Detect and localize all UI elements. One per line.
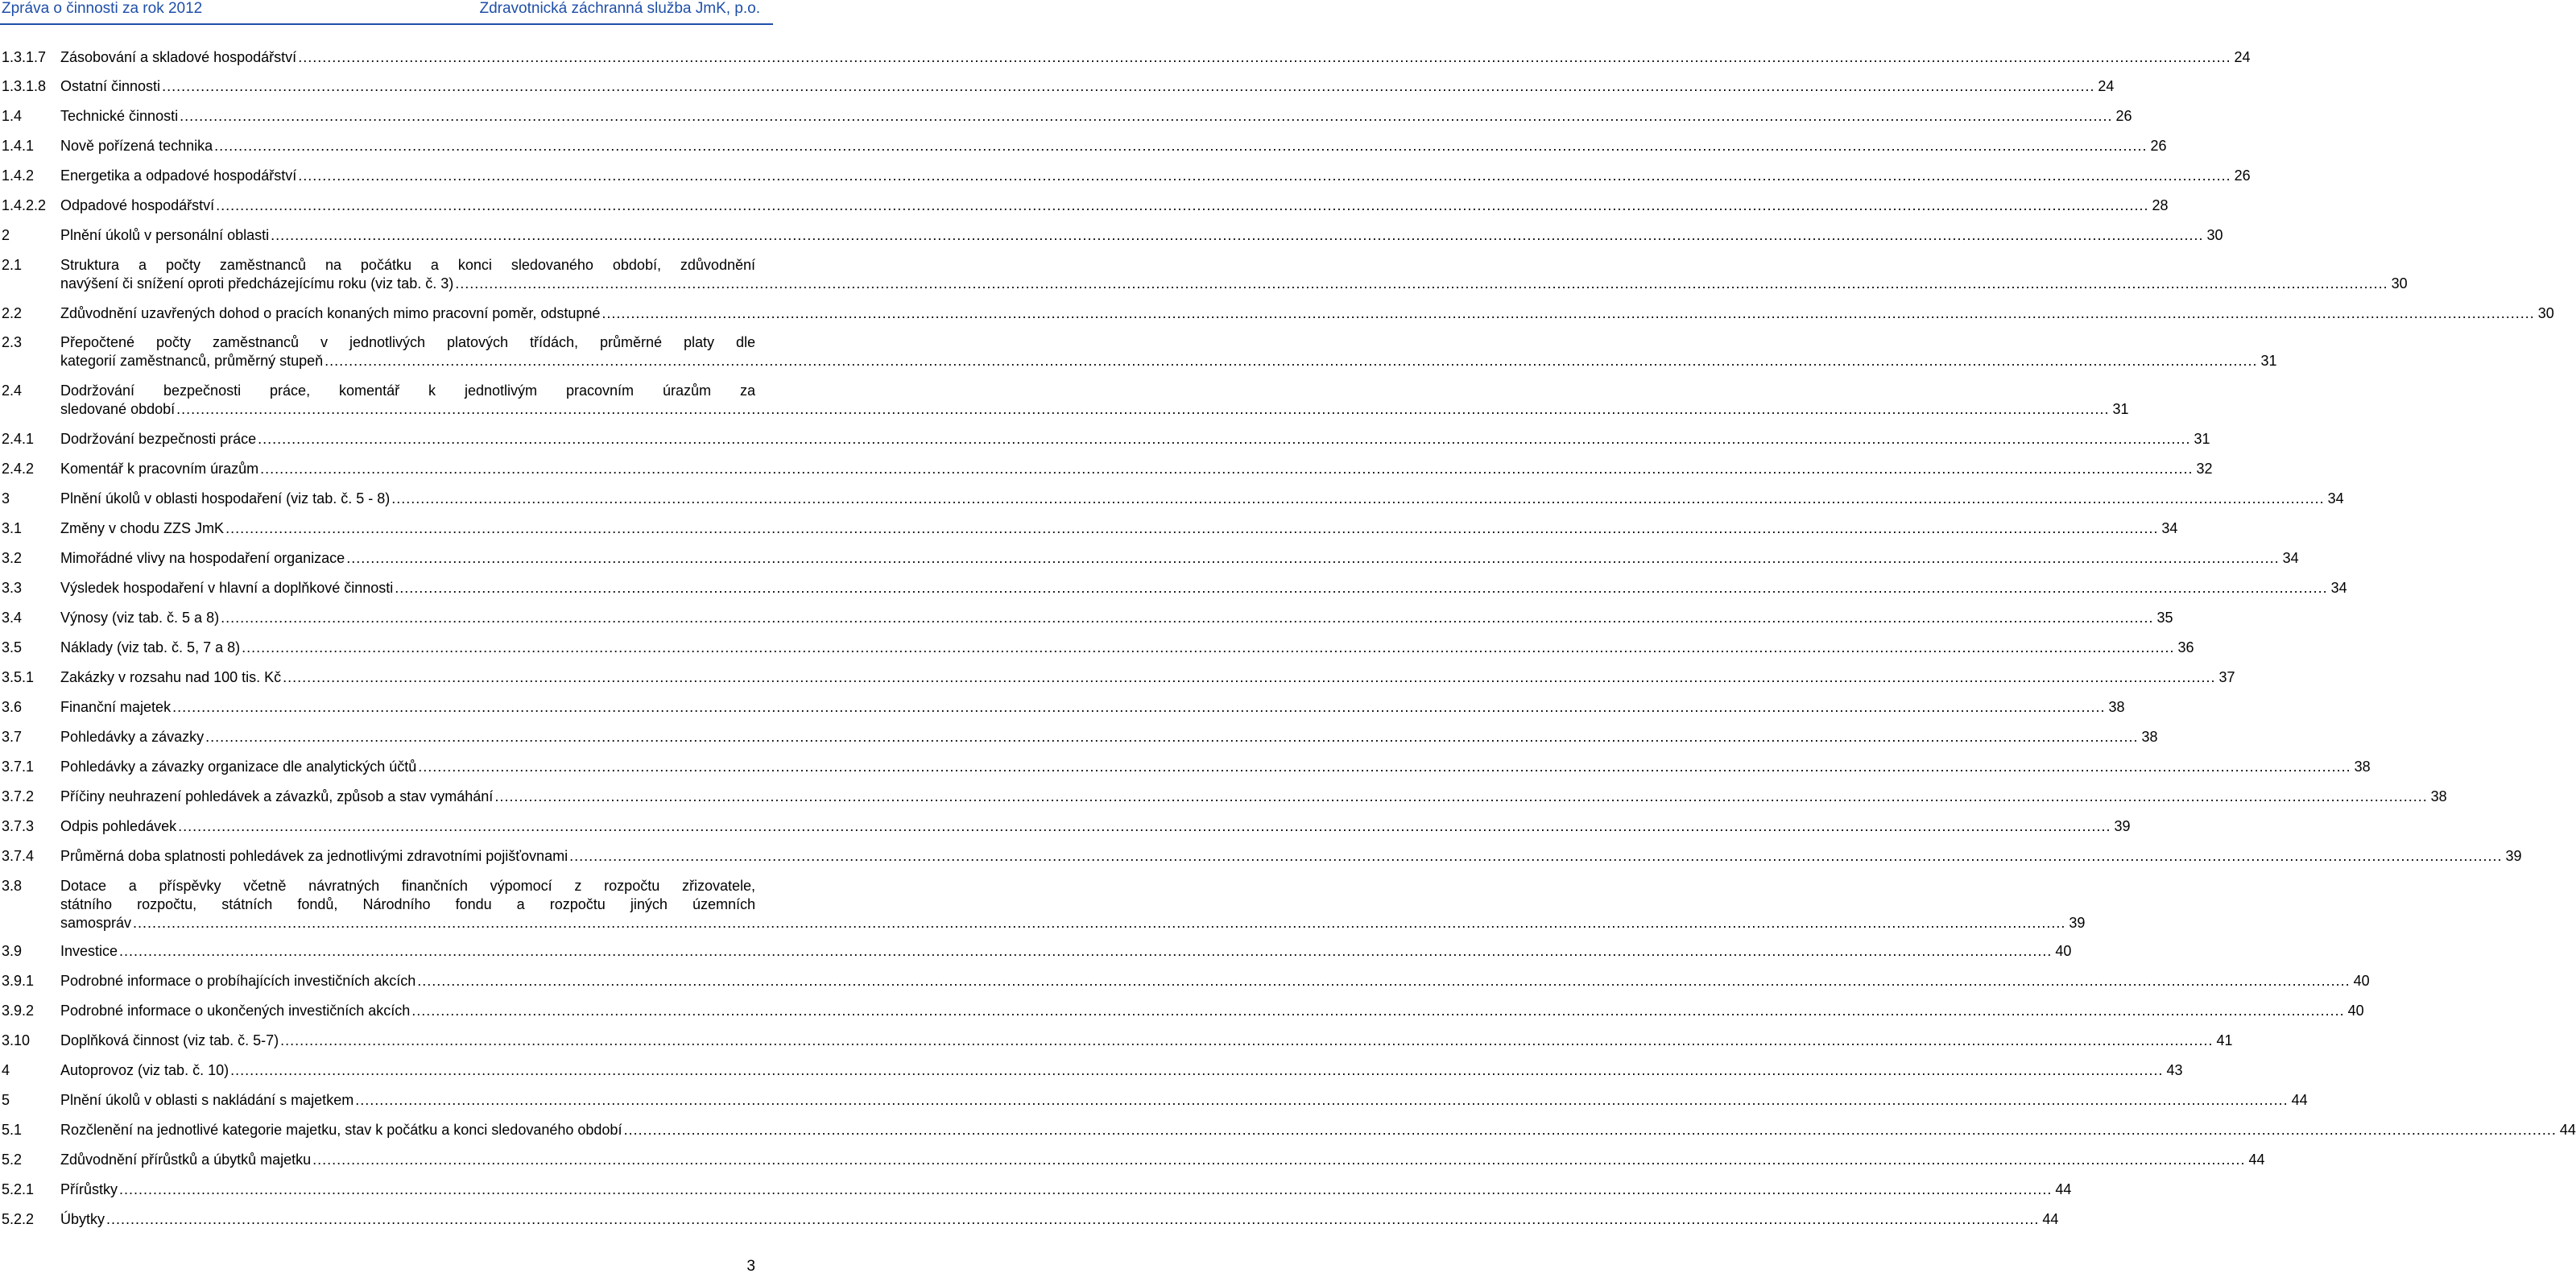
toc-entry-page: 44 [2055, 1181, 2072, 1197]
report-title: Zpráva o činnosti za rok 2012 [2, 0, 203, 17]
toc-entry-number: 2.3 [2, 334, 23, 350]
toc-dot-leader: ................................................................................................................................................................................................................................................................................................................................................................................................................ [221, 610, 2154, 626]
toc-entry-number: 2 [2, 227, 10, 243]
toc-dot-leader: ................................................................................................................................................................................................................................................................................................................................................................................................................ [260, 461, 2194, 477]
toc-entry-number: 3.4 [2, 610, 23, 626]
toc-entry-title: navýšení či snížení oproti předcházejícímu roku (viz tab. č. 3) [60, 275, 454, 292]
toc-entry-number: 1.4.2 [2, 167, 35, 184]
toc-entry-number: 2.4.2 [2, 461, 35, 477]
toc-dot-leader: ................................................................................................................................................................................................................................................................................................................................................................................................................ [225, 520, 2159, 536]
toc-entry-title: Technické činnosti [60, 108, 179, 124]
toc-entry-title: Mimořádné vlivy na hospodaření organizace [60, 550, 345, 566]
toc-entry-number: 1.3.1.8 [2, 78, 47, 94]
toc-dot-leader: ................................................................................................................................................................................................................................................................................................................................................................................................................ [494, 788, 2428, 804]
toc-entry-title: Investice [60, 943, 118, 959]
toc-entry-title: Pohledávky a závazky [60, 729, 205, 745]
toc-entry-number: 3.9.2 [2, 1003, 35, 1019]
toc-entry-title: Rozčlenění na jednotlivé kategorie majetku, stav k počátku a konci sledovaného období [60, 1122, 622, 1138]
toc-dot-leader: ................................................................................................................................................................................................................................................................................................................................................................................................................ [271, 227, 2204, 243]
toc-entry-page: 26 [2150, 138, 2167, 154]
toc-dot-leader: ................................................................................................................................................................................................................................................................................................................................................................................................................ [106, 1211, 2040, 1227]
toc-entry-number: 3.8 [2, 878, 23, 894]
toc-entry-title: Doplňková činnost (viz tab. č. 5-7) [60, 1032, 279, 1048]
toc-entry-page: 38 [2108, 699, 2125, 715]
toc-dot-leader: ................................................................................................................................................................................................................................................................................................................................................................................................................ [325, 353, 2258, 369]
toc-dot-leader: ................................................................................................................................................................................................................................................................................................................................................................................................................ [283, 669, 2216, 685]
toc-dot-leader: ................................................................................................................................................................................................................................................................................................................................................................................................................ [280, 1032, 2214, 1048]
toc-entry-title: Zdůvodnění přírůstků a úbytků majetku [60, 1152, 312, 1168]
toc-entry-title: Úbytky [60, 1211, 105, 1227]
toc-entry-page: 38 [2354, 759, 2371, 775]
page-header [0, 0, 773, 24]
toc-entry-page: 24 [2234, 49, 2251, 65]
toc-entry-page: 44 [2291, 1092, 2308, 1108]
toc-entry-title: Finanční majetek [60, 699, 172, 715]
toc-entry-title: Energetika a odpadové hospodářství [60, 167, 297, 184]
toc-entry-title: Plnění úkolů v oblasti s nakládání s majetkem [60, 1092, 354, 1108]
toc-dot-leader: ................................................................................................................................................................................................................................................................................................................................................................................................................ [133, 915, 2066, 931]
toc-dot-leader: ................................................................................................................................................................................................................................................................................................................................................................................................................ [312, 1152, 2246, 1168]
toc-entry-number: 5.2.1 [2, 1181, 35, 1197]
toc-entry-title: Zakázky v rozsahu nad 100 tis. Kč [60, 669, 282, 685]
toc-entry-title: Autoprovoz (viz tab. č. 10) [60, 1062, 229, 1078]
toc-entry-title: Zásobování a skladové hospodářství [60, 49, 297, 65]
toc-dot-leader: ................................................................................................................................................................................................................................................................................................................................................................................................................ [119, 1181, 2053, 1197]
toc-entry-page: 37 [2218, 669, 2235, 685]
toc-entry-page: 44 [2042, 1211, 2059, 1227]
toc-dot-leader: ................................................................................................................................................................................................................................................................................................................................................................................................................ [602, 305, 2535, 321]
toc-entry-page: 28 [2152, 197, 2169, 213]
toc-entry-number: 1.4.1 [2, 138, 35, 154]
toc-entry-page: 44 [2248, 1152, 2265, 1168]
toc-dot-leader: ................................................................................................................................................................................................................................................................................................................................................................................................................ [395, 580, 2328, 596]
toc-entry-number: 3.7.3 [2, 818, 35, 834]
toc-dot-leader: ................................................................................................................................................................................................................................................................................................................................................................................................................ [355, 1092, 2289, 1108]
toc-dot-leader: ................................................................................................................................................................................................................................................................................................................................................................................................................ [417, 973, 2351, 989]
toc-entry-page: 40 [2055, 943, 2072, 959]
toc-entry-number: 3.1 [2, 520, 23, 536]
toc-entry-page: 32 [2196, 461, 2213, 477]
toc-dot-leader: ................................................................................................................................................................................................................................................................................................................................................................................................................ [391, 490, 2325, 507]
toc-entry-page: 30 [2391, 275, 2408, 292]
toc-entry-number: 3 [2, 490, 10, 507]
toc-dot-leader: ................................................................................................................................................................................................................................................................................................................................................................................................................ [242, 639, 2175, 655]
toc-entry-number: 3.7.4 [2, 848, 35, 864]
toc-entry-title: Výnosy (viz tab. č. 5 a 8) [60, 610, 220, 626]
toc-entry-number: 5.2.2 [2, 1211, 35, 1227]
toc-entry-page: 36 [2177, 639, 2194, 655]
toc-entry-page: 39 [2069, 915, 2086, 931]
toc-entry-title: Plnění úkolů v personální oblasti [60, 227, 270, 243]
toc-entry-title-line: Přepočtené počty zaměstnanců v jednotlivých platových třídách, průměrné platy dle [60, 334, 755, 350]
toc-entry-page: 34 [2330, 580, 2347, 596]
toc-entry-number: 2.1 [2, 257, 23, 273]
toc-dot-leader: ................................................................................................................................................................................................................................................................................................................................................................................................................ [569, 848, 2503, 864]
toc-dot-leader: ................................................................................................................................................................................................................................................................................................................................................................................................................ [172, 699, 2106, 715]
toc-entry-page: 40 [2347, 1003, 2364, 1019]
toc-entry-page: 26 [2115, 108, 2132, 124]
toc-entry-title: Příčiny neuhrazení pohledávek a závazků, způsob a stav vymáhání [60, 788, 494, 804]
toc-dot-leader: ................................................................................................................................................................................................................................................................................................................................................................................................................ [214, 138, 2148, 154]
toc-entry-number: 3.9.1 [2, 973, 35, 989]
toc-dot-leader: ................................................................................................................................................................................................................................................................................................................................................................................................................ [205, 729, 2139, 745]
toc-entry-title: Pohledávky a závazky organizace dle analytických účtů [60, 759, 417, 775]
toc-entry-page: 30 [2206, 227, 2223, 243]
toc-entry-number: 4 [2, 1062, 10, 1078]
toc-entry-page: 41 [2216, 1032, 2233, 1048]
toc-dot-leader: ................................................................................................................................................................................................................................................................................................................................................................................................................ [178, 818, 2111, 834]
toc-entry-page: 30 [2537, 305, 2554, 321]
toc-entry-number: 3.10 [2, 1032, 31, 1048]
toc-dot-leader: ................................................................................................................................................................................................................................................................................................................................................................................................................ [176, 401, 2110, 417]
toc-entry-page: 40 [2353, 973, 2370, 989]
toc-entry-number: 2.4.1 [2, 431, 35, 447]
toc-entry-page: 31 [2260, 353, 2277, 369]
toc-dot-leader: ................................................................................................................................................................................................................................................................................................................................................................................................................ [623, 1122, 2557, 1138]
toc-entry-number: 5.2 [2, 1152, 23, 1168]
toc-dot-leader: ................................................................................................................................................................................................................................................................................................................................................................................................................ [180, 108, 2113, 124]
toc-dot-leader: ................................................................................................................................................................................................................................................................................................................................................................................................................ [258, 431, 2191, 447]
toc-entry-page: 44 [2559, 1122, 2576, 1138]
toc-entry-title: kategorií zaměstnanců, průměrný stupeň [60, 353, 324, 369]
toc-entry-page: 39 [2505, 848, 2522, 864]
toc-dot-leader: ................................................................................................................................................................................................................................................................................................................................................................................................................ [455, 275, 2388, 292]
toc-entry-title: Podrobné informace o ukončených investičních akcích [60, 1003, 411, 1019]
toc-dot-leader: ................................................................................................................................................................................................................................................................................................................................................................................................................ [346, 550, 2280, 566]
toc-entry-number: 3.9 [2, 943, 23, 959]
toc-entry-number: 1.4 [2, 108, 23, 124]
toc-entry-title: sledované období [60, 401, 176, 417]
toc-entry-title: Plnění úkolů v oblasti hospodaření (viz tab. č. 5 - 8) [60, 490, 391, 507]
toc-entry-page: 38 [2141, 729, 2158, 745]
toc-entry-number: 3.2 [2, 550, 23, 566]
toc-entry-number: 2.4 [2, 382, 23, 399]
toc-entry-title: samospráv [60, 915, 132, 931]
page-number: 3 [746, 1258, 755, 1275]
toc-entry-title: Přírůstky [60, 1181, 118, 1197]
toc-entry-title: Podrobné informace o probíhajících investičních akcích [60, 973, 416, 989]
toc-dot-leader: ................................................................................................................................................................................................................................................................................................................................................................................................................ [298, 49, 2231, 65]
toc-entry-number: 3.5 [2, 639, 23, 655]
toc-entry-title: Průměrná doba splatnosti pohledávek za jednotlivými zdravotními pojišťovnami [60, 848, 569, 864]
toc-entry-title: Dodržování bezpečnosti práce [60, 431, 257, 447]
toc-entry-title: Zdůvodnění uzavřených dohod o pracích konaných mimo pracovní poměr, odstupné [60, 305, 601, 321]
toc-entry-number: 1.3.1.7 [2, 49, 47, 65]
toc-dot-leader: ................................................................................................................................................................................................................................................................................................................................................................................................................ [411, 1003, 2345, 1019]
toc-entry-page: 38 [2430, 788, 2447, 804]
toc-entry-page: 34 [2282, 550, 2299, 566]
toc-entry-page: 34 [2161, 520, 2178, 536]
toc-entry-page: 31 [2194, 431, 2210, 447]
toc-dot-leader: ................................................................................................................................................................................................................................................................................................................................................................................................................ [230, 1062, 2164, 1078]
toc-dot-leader: ................................................................................................................................................................................................................................................................................................................................................................................................................ [298, 167, 2231, 184]
toc-entry-number: 3.6 [2, 699, 23, 715]
toc-entry-page: 34 [2327, 490, 2344, 507]
toc-entry-number: 5 [2, 1092, 10, 1108]
toc-dot-leader: ................................................................................................................................................................................................................................................................................................................................................................................................................ [216, 197, 2149, 213]
toc-entry-title-line: Dotace a příspěvky včetně návratných finančních výpomocí z rozpočtu zřizovatele, [60, 878, 755, 894]
toc-entry-page: 39 [2114, 818, 2131, 834]
toc-entry-page: 24 [2098, 78, 2115, 94]
toc-dot-leader: ................................................................................................................................................................................................................................................................................................................................................................................................................ [119, 943, 2053, 959]
toc-entry-number: 3.5.1 [2, 669, 35, 685]
toc-entry-number: 3.7 [2, 729, 23, 745]
toc-dot-leader: ................................................................................................................................................................................................................................................................................................................................................................................................................ [162, 78, 2095, 94]
toc-entry-title: Výsledek hospodaření v hlavní a doplňkové činnosti [60, 580, 394, 596]
toc-entry-title-line: Struktura a počty zaměstnanců na počátku a konci sledovaného období, zdůvodnění [60, 257, 755, 273]
toc-entry-page: 35 [2156, 610, 2173, 626]
toc-entry-title: Komentář k pracovním úrazům [60, 461, 259, 477]
toc-entry-page: 43 [2166, 1062, 2183, 1078]
toc-entry-number: 2.2 [2, 305, 23, 321]
toc-entry-title: Ostatní činnosti [60, 78, 161, 94]
toc-entry-title: Náklady (viz tab. č. 5, 7 a 8) [60, 639, 241, 655]
toc-entry-title: Nově pořízená technika [60, 138, 213, 154]
header-divider [0, 23, 773, 25]
toc-entry-title: Změny v chodu ZZS JmK [60, 520, 225, 536]
toc-entry-title-line: Dodržování bezpečnosti práce, komentář k jednotlivým pracovním úrazům za [60, 382, 755, 399]
toc-entry-page: 26 [2234, 167, 2251, 184]
toc-entry-title-line: státního rozpočtu, státních fondů, Národního fondu a rozpočtu jiných územních [60, 896, 755, 912]
toc-entry-number: 3.7.2 [2, 788, 35, 804]
toc-entry-number: 3.7.1 [2, 759, 35, 775]
toc-entry-number: 3.3 [2, 580, 23, 596]
toc-entry-number: 1.4.2.2 [2, 197, 47, 213]
organization-name: Zdravotnická záchranná služba JmK, p.o. [479, 0, 760, 17]
toc-entry-title: Odpadové hospodářství [60, 197, 215, 213]
toc-entry-page: 31 [2112, 401, 2129, 417]
toc-dot-leader: ................................................................................................................................................................................................................................................................................................................................................................................................................ [418, 759, 2351, 775]
toc-entry-title: Odpis pohledávek [60, 818, 177, 834]
toc-entry-number: 5.1 [2, 1122, 23, 1138]
